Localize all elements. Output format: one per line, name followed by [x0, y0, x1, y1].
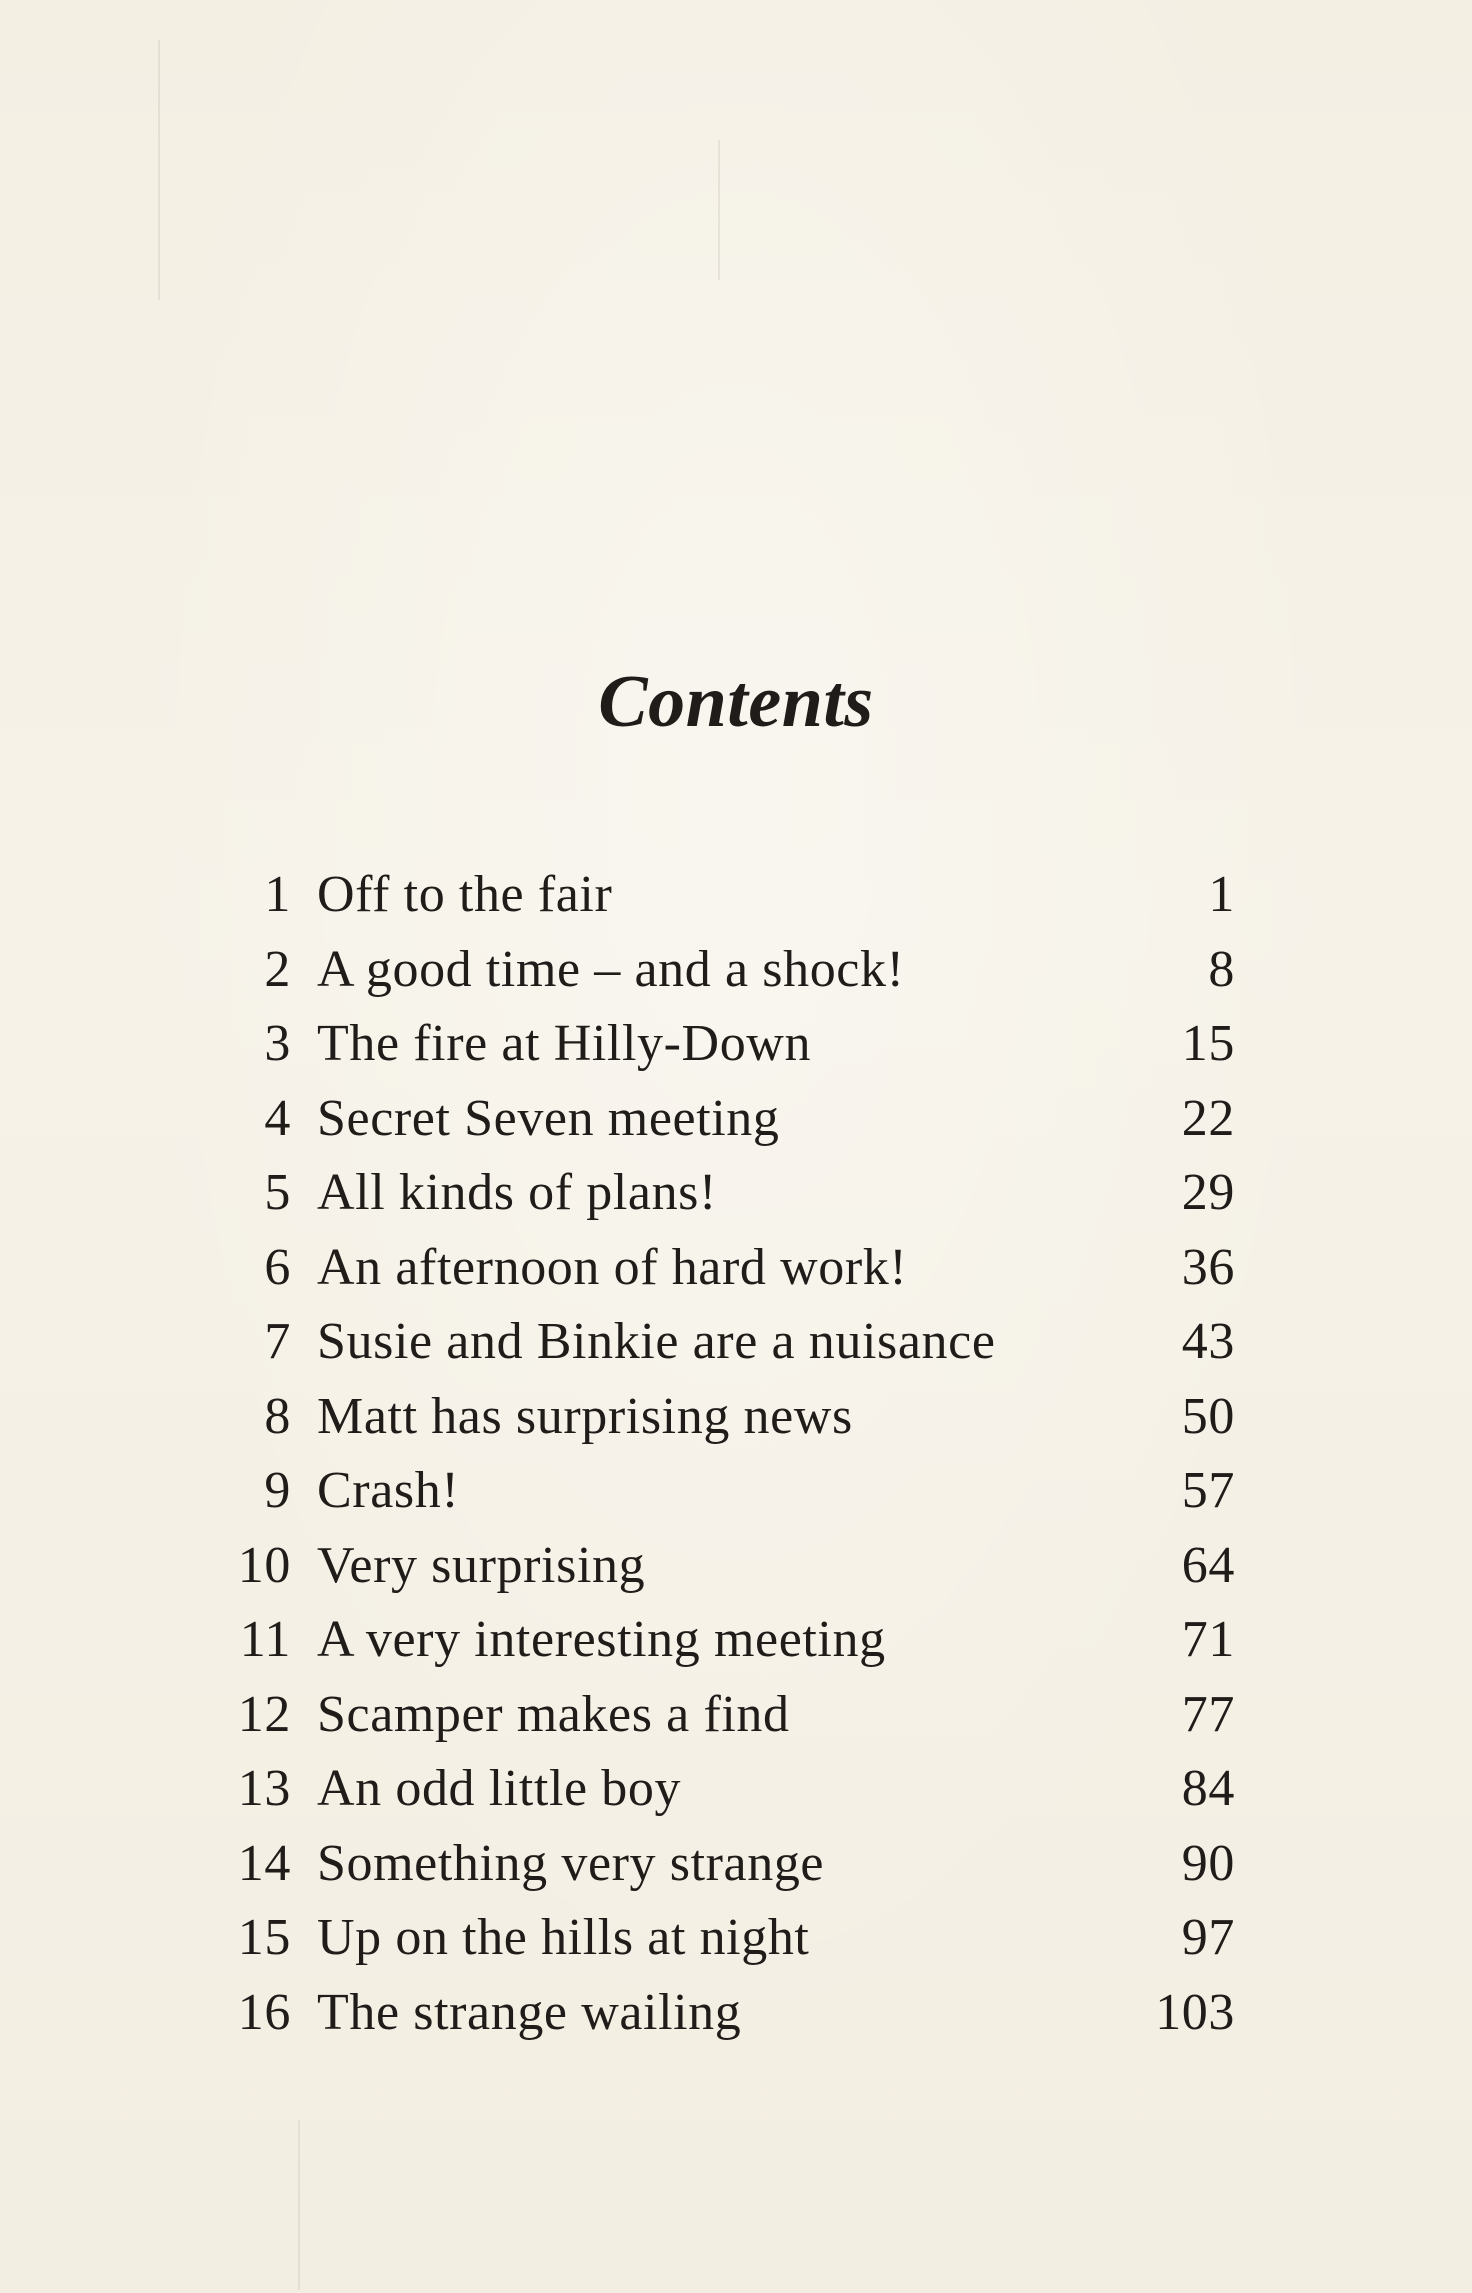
page-title: Contents	[598, 660, 874, 743]
toc-entry	[225, 1007, 1235, 1082]
chapter-title: Something very strange	[317, 1834, 825, 1892]
page-number: 77	[1181, 1685, 1235, 1743]
chapter-title: A very interesting meeting	[317, 1611, 886, 1668]
page-number: 22	[1181, 1089, 1235, 1147]
chapter-title: The fire at Hilly-Down	[317, 1015, 812, 1072]
chapter-title: Matt has surprising news	[317, 1387, 853, 1445]
chapter-title: Scamper makes a find	[317, 1685, 790, 1743]
chapter-number: 13	[237, 1760, 291, 1817]
page-number: 71	[1181, 1611, 1235, 1668]
chapter-number: 4	[264, 1089, 291, 1147]
page-number: 43	[1181, 1313, 1235, 1370]
toc-entry	[225, 1901, 1235, 1976]
page-number: 15	[1181, 1015, 1235, 1072]
page-number: 97	[1181, 1909, 1235, 1966]
chapter-number: 10	[237, 1536, 291, 1594]
toc-entry	[225, 1678, 1235, 1753]
paper-crease	[158, 40, 160, 300]
chapter-number: 6	[264, 1238, 291, 1296]
toc-entry	[225, 1603, 1235, 1678]
chapter-title: Up on the hills at night	[317, 1909, 810, 1966]
chapter-number: 14	[237, 1834, 291, 1892]
page-number: 29	[1181, 1164, 1235, 1221]
chapter-title: An odd little boy	[317, 1760, 682, 1817]
chapter-title: Susie and Binkie are a nuisance	[317, 1313, 996, 1370]
chapter-number: 3	[264, 1015, 291, 1072]
chapter-number: 9	[264, 1462, 291, 1519]
toc-entry	[225, 1454, 1235, 1529]
chapter-number: 5	[264, 1164, 291, 1221]
chapter-title: All kinds of plans!	[317, 1164, 717, 1221]
paper-crease	[718, 140, 720, 280]
chapter-number: 15	[237, 1909, 291, 1966]
chapter-title: Off to the fair	[317, 866, 613, 923]
chapter-title: An afternoon of hard work!	[317, 1238, 908, 1296]
toc-entry	[225, 1752, 1235, 1827]
chapter-number: 16	[237, 1983, 291, 2041]
page-number: 90	[1181, 1834, 1235, 1892]
page-number: 64	[1181, 1536, 1235, 1594]
paper-crease	[298, 2120, 300, 2290]
page-number: 57	[1181, 1462, 1235, 1519]
page-number: 1	[1208, 866, 1235, 923]
chapter-title: Very surprising	[317, 1536, 646, 1594]
toc-entry	[225, 1827, 1235, 1902]
toc-entry	[225, 1976, 1235, 2051]
page-number: 84	[1181, 1760, 1235, 1817]
chapter-number: 8	[264, 1387, 291, 1445]
toc-entry	[225, 1156, 1235, 1231]
chapter-title: The strange wailing	[317, 1983, 742, 2041]
toc-entry	[225, 858, 1235, 933]
toc-entry	[225, 1529, 1235, 1604]
chapter-number: 11	[239, 1611, 291, 1668]
chapter-title: Secret Seven meeting	[317, 1089, 780, 1147]
toc-entry	[225, 1231, 1235, 1306]
toc-entry	[225, 933, 1235, 1008]
chapter-title: A good time – and a shock!	[317, 940, 905, 998]
chapter-number: 7	[264, 1313, 291, 1370]
chapter-number: 12	[237, 1685, 291, 1743]
chapter-number: 1	[264, 866, 291, 923]
page-number: 8	[1208, 940, 1235, 998]
page-number: 50	[1181, 1387, 1235, 1445]
toc-entry	[225, 1082, 1235, 1157]
page-number: 103	[1155, 1983, 1235, 2041]
toc-entry	[225, 1380, 1235, 1455]
page-number: 36	[1181, 1238, 1235, 1296]
table-of-contents	[225, 858, 1235, 2050]
chapter-number: 2	[264, 940, 291, 998]
chapter-title: Crash!	[317, 1462, 460, 1519]
toc-entry	[225, 1305, 1235, 1380]
